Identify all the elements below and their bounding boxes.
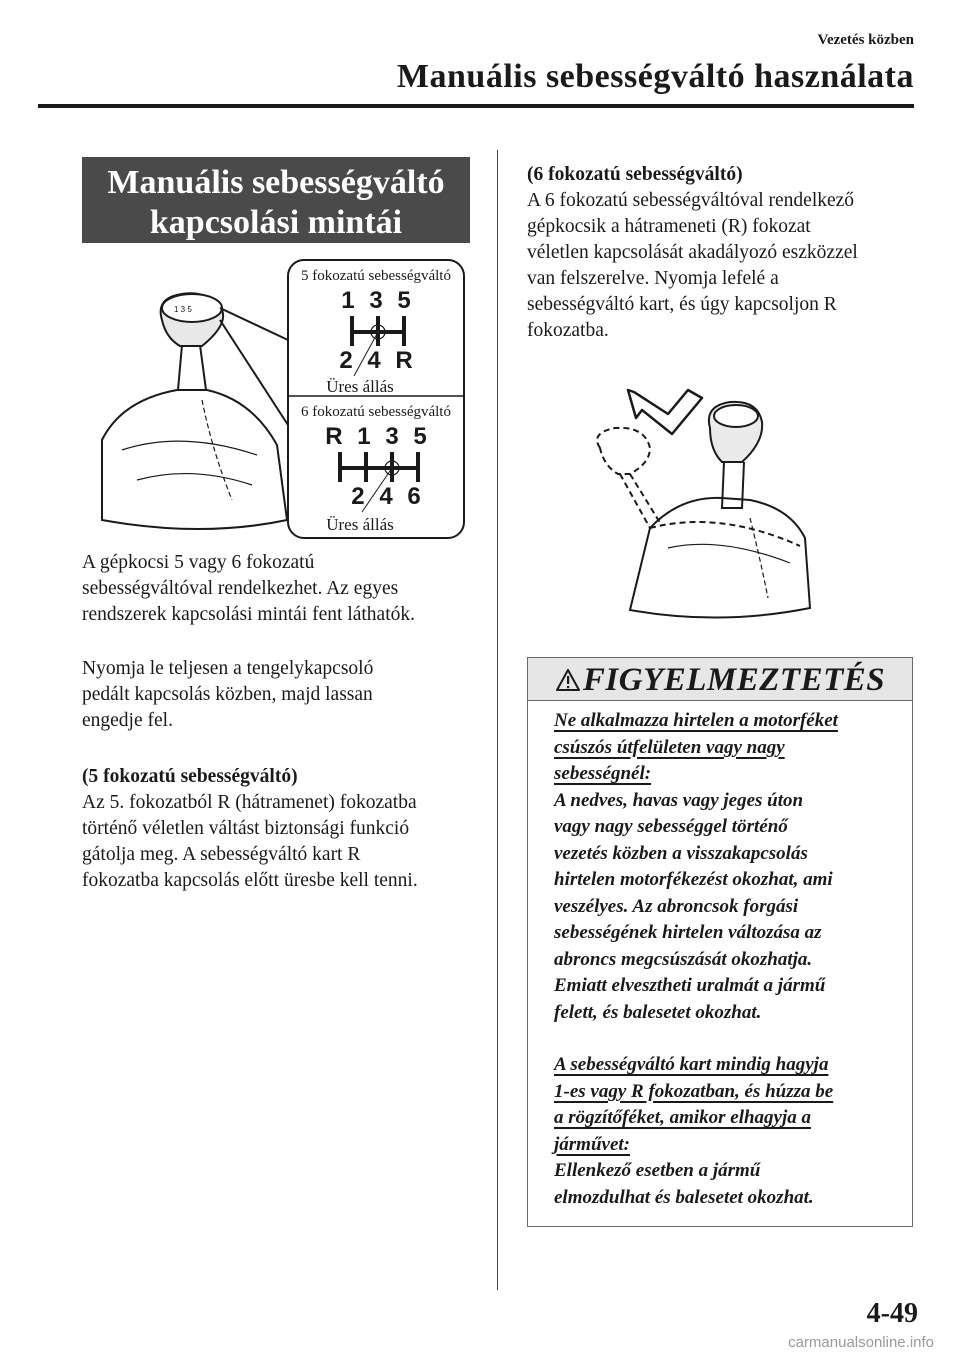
- text-line: sebességváltóval rendelkezhet. Az egyes: [82, 578, 399, 599]
- text-line: Az 5. fokozatból R (hátramenet) fokozatba: [82, 792, 417, 813]
- column-divider: [497, 150, 498, 1290]
- warning-emphasis-line: sebességnél:: [554, 763, 652, 784]
- warning-triangle-icon: [555, 668, 581, 692]
- five-speed-bottom-gears: 2 4 R: [339, 347, 417, 374]
- text-line: rendszerek kapcsolási mintái fent láthatók.: [82, 604, 416, 625]
- text-line: gépkocsik a hátrameneti (R) fokozat: [527, 216, 811, 237]
- neutral-label-six: Üres állás: [326, 515, 394, 534]
- text-line: engedje fel.: [82, 710, 173, 731]
- section-heading-line2: kapcsolási mintái: [149, 204, 403, 241]
- text-line: véletlen kapcsolását akadályozó eszközzel: [527, 242, 858, 263]
- six-speed-top-gears: R 1 3 5: [325, 423, 431, 450]
- text-line: történő véletlen váltást biztonsági funkció: [82, 818, 410, 839]
- text-line: pedált kapcsolás közben, majd lassan: [82, 684, 373, 705]
- page-number: 4-49: [866, 1298, 918, 1329]
- warning-emphasis-line: Ne alkalmazza hirtelen a motorféket: [554, 710, 838, 731]
- text-line: A gépkocsi 5 vagy 6 fokozatú: [82, 552, 315, 573]
- warning-line: sebességének hirtelen változása az: [554, 922, 822, 943]
- five-speed-top-gears: 1 3 5: [341, 287, 415, 314]
- six-speed-heading: (6 fokozatú sebességváltó): [527, 164, 743, 185]
- header-section-label: Vezetés közben: [817, 32, 914, 48]
- gear-knob-illustration: [102, 293, 287, 529]
- text-line: van felszerelve. Nyomja lefelé a: [527, 268, 779, 289]
- warning-line: hirtelen motorfékezést okozhat, ami: [554, 869, 833, 890]
- warning-line: felett, és balesetet okozhat.: [554, 1001, 762, 1023]
- page-title: Manuális sebességváltó használata: [396, 58, 914, 95]
- warning-line: veszélyes. Az abroncsok forgási: [554, 895, 799, 917]
- warning-line: Emiatt elvesztheti uralmát a jármű: [554, 975, 826, 996]
- watermark: carmanualsonline.info: [788, 1334, 934, 1351]
- text-line: sebességváltó kart, és úgy kapcsoljon R: [527, 294, 837, 315]
- warning-header: [528, 658, 912, 701]
- push-down-arrow-icon: [628, 390, 702, 434]
- warning-line: vagy nagy sebességgel történő: [554, 816, 788, 837]
- text-line: fokozatba.: [527, 320, 609, 341]
- section-heading-box: [82, 157, 470, 243]
- warning-line: Ellenkező esetben a jármű: [554, 1160, 761, 1181]
- neutral-label-five: Üres állás: [326, 377, 394, 396]
- clutch-paragraph: [82, 656, 373, 734]
- warning-text: [554, 708, 838, 1211]
- five-speed-label: 5 fokozatú sebességváltó: [301, 268, 451, 284]
- svg-text:1 3 5: 1 3 5: [174, 305, 192, 314]
- warning-line: elmozdulhat és balesetet okozhat.: [554, 1186, 814, 1208]
- warning-box: [527, 657, 913, 1227]
- warning-line: abroncs megcsúszását okozhatja.: [554, 948, 813, 970]
- five-speed-paragraph: [82, 764, 418, 894]
- text-line: fokozatba kapcsolás előtt üresbe kell tenni.: [82, 870, 418, 891]
- warning-emphasis-line: 1-es vagy R fokozatban, és húzza be: [554, 1080, 834, 1102]
- five-speed-heading: (5 fokozatú sebességváltó): [82, 766, 298, 787]
- header-rule: [38, 104, 914, 108]
- warning-line: vezetés közben a visszakapcsolás: [554, 842, 808, 864]
- section-heading-line1: Manuális sebességváltó: [107, 164, 445, 201]
- warning-emphasis-line: járművet:: [554, 1133, 630, 1155]
- warning-title: FIGYELMEZTETÉS: [582, 662, 886, 698]
- intro-paragraph: [82, 550, 415, 628]
- shift-pattern-figure: [82, 250, 470, 542]
- six-speed-paragraph: [527, 162, 858, 344]
- warning-line: A nedves, havas vagy jeges úton: [554, 789, 804, 811]
- reverse-shift-illustration: [590, 378, 820, 628]
- text-line: A 6 fokozatú sebességváltóval rendelkező: [527, 190, 855, 211]
- six-speed-label: 6 fokozatú sebességváltó: [301, 404, 451, 420]
- six-speed-bottom-gears: 2 4 6: [351, 483, 425, 510]
- warning-emphasis-line: csúszós útfelületen vagy nagy: [554, 736, 785, 758]
- warning-emphasis-line: A sebességváltó kart mindig hagyja: [554, 1054, 829, 1075]
- warning-emphasis-line: a rögzítőféket, amikor elhagyja a: [554, 1107, 812, 1128]
- text-line: gátolja meg. A sebességváltó kart R: [82, 844, 361, 865]
- text-line: Nyomja le teljesen a tengelykapcsoló: [82, 658, 374, 679]
